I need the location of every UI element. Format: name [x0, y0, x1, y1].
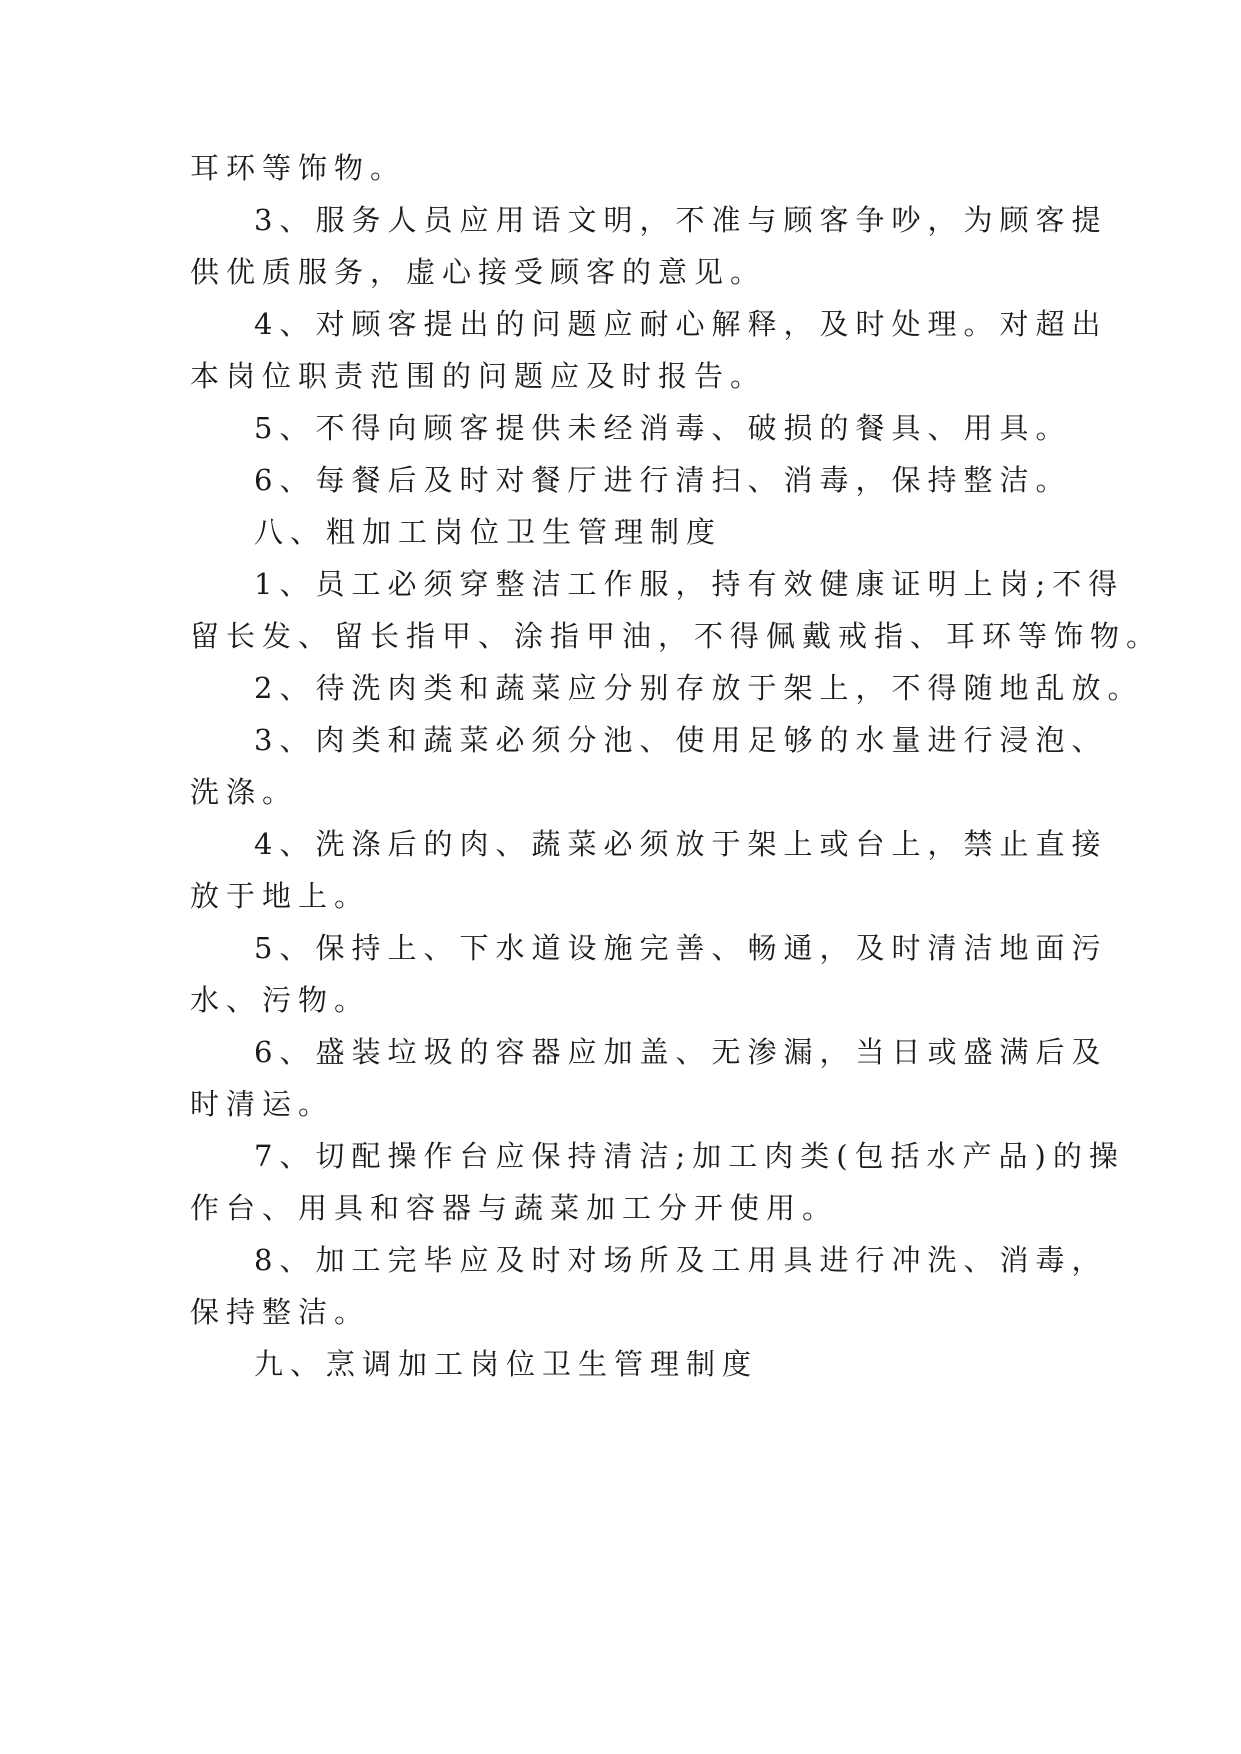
text-line: 留长发、留长指甲、涂指甲油，不得佩戴戒指、耳环等饰物。 [190, 619, 1163, 653]
text-line: 1、员工必须穿整洁工作服，持有效健康证明上岗;不得 [254, 567, 1125, 601]
text-line: 放于地上。 [190, 879, 371, 913]
text-line: 3、服务人员应用语文明，不准与顾客争吵，为顾客提 [254, 203, 1108, 237]
text-line: 4、洗涤后的肉、蔬菜必须放于架上或台上，禁止直接 [254, 827, 1108, 861]
text-line: 时清运。 [190, 1087, 335, 1121]
text-line: 3、肉类和蔬菜必须分池、使用足够的水量进行浸泡、 [254, 723, 1108, 757]
text-line: 保持整洁。 [190, 1295, 371, 1329]
text-line: 本岗位职责范围的问题应及时报告。 [190, 359, 767, 393]
text-line: 7、切配操作台应保持清洁;加工肉类(包括水产品)的操 [254, 1139, 1125, 1173]
text-line: 作台、用具和容器与蔬菜加工分开使用。 [190, 1191, 839, 1225]
text-line: 6、每餐后及时对餐厅进行清扫、消毒，保持整洁。 [254, 463, 1072, 497]
text-line: 洗涤。 [190, 775, 299, 809]
text-line: 5、保持上、下水道设施完善、畅通，及时清洁地面污 [254, 931, 1108, 965]
section-heading: 八、粗加工岗位卫生管理制度 [254, 515, 723, 549]
section-heading: 九、烹调加工岗位卫生管理制度 [254, 1347, 759, 1381]
text-line: 8、加工完毕应及时对场所及工用具进行冲洗、消毒， [254, 1243, 1108, 1277]
text-line: 水、污物。 [190, 983, 371, 1017]
text-line: 4、对顾客提出的问题应耐心解释，及时处理。对超出 [254, 307, 1108, 341]
text-line: 6、盛装垃圾的容器应加盖、无渗漏，当日或盛满后及 [254, 1035, 1108, 1069]
text-line: 耳环等饰物。 [190, 151, 407, 185]
text-line: 2、待洗肉类和蔬菜应分别存放于架上，不得随地乱放。 [254, 671, 1144, 705]
text-line: 供优质服务，虚心接受顾客的意见。 [190, 255, 767, 289]
text-line: 5、不得向顾客提供未经消毒、破损的餐具、用具。 [254, 411, 1072, 445]
